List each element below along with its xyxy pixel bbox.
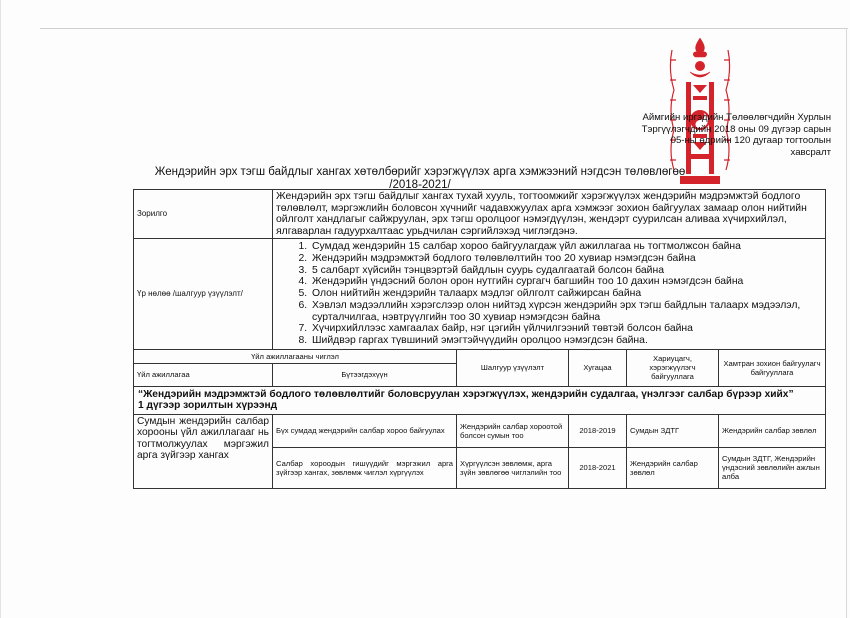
- output-cell: Бүх сумдад жендэрийн салбар хороо байгуулах: [273, 414, 457, 447]
- approval-note: [605, 112, 831, 158]
- approval-line-3: 05-ны өдрийн 120 дугаар тогтоолын: [670, 135, 831, 146]
- activity-header: Үйл ажиллагаа: [134, 363, 273, 386]
- deadline-header: Хугацаа: [569, 349, 627, 386]
- responsible-cell: Сумдын ЗДТГ: [627, 414, 719, 447]
- results-item: 4. Жендэрийн үндэсний болон орон нутгийн сургагч багшийн тоо 10 дахин нэмэгдсэн байна: [310, 276, 822, 288]
- goal-text: Жендэрийн эрх тэгш байдлыг хангах тухай хууль, тогтоомжийг хэрэгжүүлэх жендэрийн мэдрэмжтэй бодлого төлөвлөлт, мэргэжлийн боловсон хүчнийг чадавхжуулах арга хэмжээг зохион байгуулах замаар олон нийтийн ойлголт хандлагыг сайжруулан, эрх тэгш оролцоог нэмэгдүүлэн, жендэрт суурилсан аливаа хүчирхийлэл, ялгаварлан гадуурхалтаас урьдчилан сэргийлэхэд чиглэгдэнэ.: [273, 190, 826, 239]
- deadline-cell: 2018-2019: [569, 414, 627, 447]
- table-row: [134, 414, 826, 447]
- section-line-1: “Жендэрийн мэдрэмжтэй бодлого төлөвлөлтийг боловсруулан хэрэгжүүлэх, жендэрийн судалгаа, үнэлгээг салбар бүрээр хийх”: [138, 388, 794, 400]
- section-line-2: 1 дүгээр зорилтын хүрээнд: [138, 400, 278, 412]
- page-edge-left: [0, 0, 1, 618]
- direction-header: Үйл ажиллагааны чиглэл: [134, 349, 457, 363]
- results-row: [134, 239, 826, 349]
- output-header: Бүтээгдэхүүн: [273, 363, 457, 386]
- results-label: Үр нөлөө /шалгуур үзүүлэлт/: [134, 239, 273, 349]
- indicator-cell: Хүргүүлсэн зөвлөмж, арга зүйн зөвлөгөө чиглэлийн тоо: [457, 447, 569, 488]
- responsible-cell: Жендэрийн салбар зөвлөл: [627, 447, 719, 488]
- category-cell: Сумдын жендэрийн салбар хорооны үйл ажиллагааг нь тогтмолжуулах мэргэжил арга зүйгээр хангах: [134, 414, 273, 488]
- header-row-1: [134, 349, 826, 363]
- results-item: 5. Олон нийтийн жендэрийн талаарх мэдлэг ойлголт сайжирсан байна: [310, 288, 822, 300]
- title-line-2: /2018-2021/: [389, 179, 451, 191]
- deadline-cell: 2018-2021: [569, 447, 627, 488]
- page-edge-top: [40, 28, 848, 29]
- results-list: [276, 241, 822, 346]
- approval-line-4: хавсралт: [790, 146, 831, 158]
- results-cell: [273, 239, 826, 349]
- results-item: 3. 5 салбарт хүйсийн тэнцвэртэй байдлын суурь судалгаатай болсон байна: [310, 265, 822, 277]
- section-row: [134, 386, 826, 414]
- results-item: 8. Шийдвэр гаргах түвшиний эмэгтэйчүүдийн оролцоо нэмэгдсэн байна.: [310, 335, 822, 347]
- title-line-1: Жендэрийн эрх тэгш байдлыг хангах хөтөлбөрийг хэрэгжүүлэх арга хэмжээний нэгдсэн төлөвлөгөө: [154, 166, 686, 178]
- results-item: 2. Жендэрийн мэдрэмжтэй бодлого төлөвлөлтийн тоо 20 хувиар нэмэгдсэн байна: [310, 253, 822, 265]
- partner-header: Хамтран зохион байгуулагч байгууллага: [719, 349, 826, 386]
- indicator-header: Шалгуур үзүүлэлт: [457, 349, 569, 386]
- results-item: 6. Хэвлэл мэдээллийн хэрэгслээр олон нийтэд хүрсэн жендэрийн эрх тэгш байдлын талаарх мэдээлэл, сурталчилгаа, нэвтрүүлгийн тоо 30 хувиар нэмэгдсэн байна: [310, 300, 822, 323]
- output-cell: Салбар хороодын гишүүдийг мэргэжил арга зүйгээр хангах, зөвлөмж чиглэл хүргүүлэх: [273, 447, 457, 488]
- partner-cell: Жендэрийн салбар зөвлөл: [719, 414, 826, 447]
- approval-line-1: Аймгийн иргэдийн Төлөөлөгчдийн Хурлын: [642, 112, 831, 123]
- responsible-header: Хариуцагч, хэрэгжүүлэгч байгууллага: [627, 349, 719, 386]
- results-item: 1. Сумдад жендэрийн 15 салбар хороо байгуулагдаж үйл ажиллагаа нь тогтмолжсон байна: [310, 241, 822, 253]
- goal-row: [134, 190, 826, 239]
- section-heading: [134, 386, 826, 414]
- goal-label: Зорилго: [134, 190, 273, 239]
- plan-table: [133, 189, 826, 489]
- page-edge-right: [846, 28, 847, 618]
- results-item: 7. Хүчирхийллээс хамгаалах байр, нэг цэгийн үйлчилгээний төвтэй болсон байна: [310, 323, 822, 335]
- partner-cell: Сумдын ЗДТГ, Жендэрийн үндэсний зөвлөлийн ажлын алба: [719, 447, 826, 488]
- approval-line-2: Тэргүүлэгчдийн 2018 оны 09 дүгээр сарын: [641, 123, 831, 135]
- indicator-cell: Жендэрийн салбар хороотой болсон сумын тоо: [457, 414, 569, 447]
